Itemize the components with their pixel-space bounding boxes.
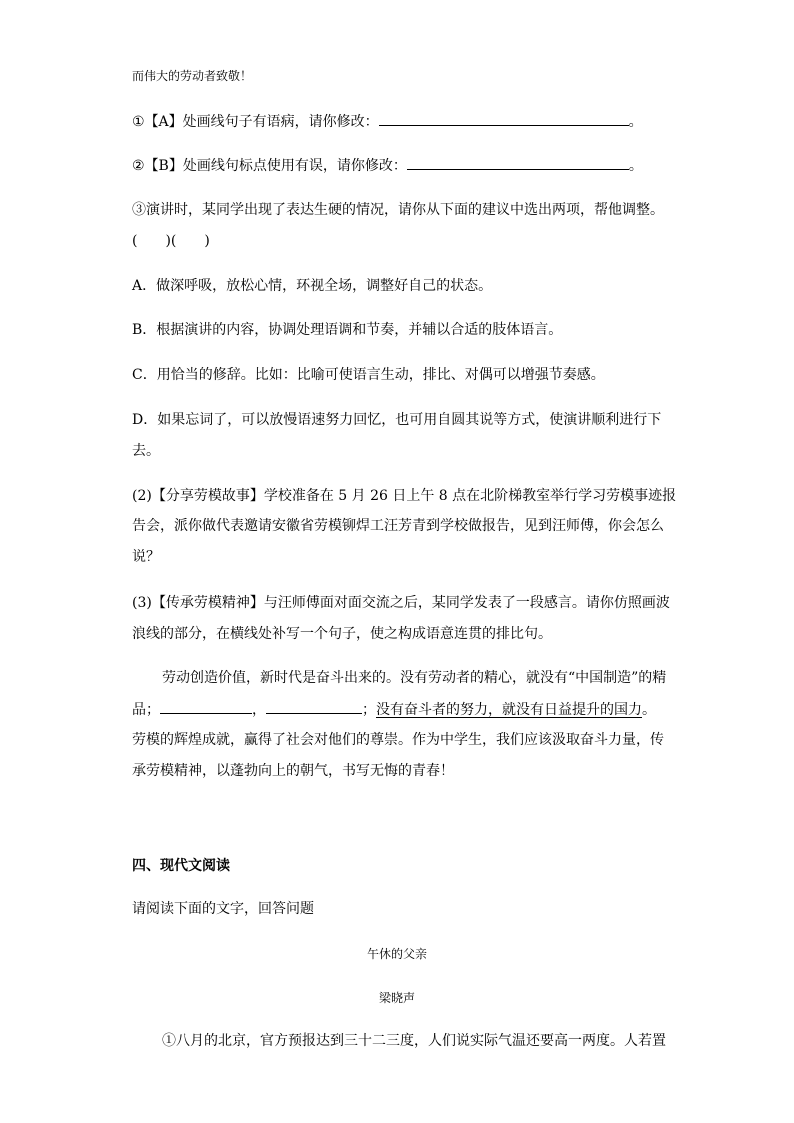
fill-blank-1[interactable] (160, 699, 252, 714)
question-1: ①【A】处画线句子有语病，请你修改： 。 (132, 111, 643, 132)
option-b: B．根据演讲的内容，协调处理语调和节奏，并辅以合适的肢体语言。 (132, 322, 563, 338)
passage-line: 承劳模精神，以蓬勃向上的朝气，书写无悔的青春！ (132, 763, 454, 779)
reading-instruction: 请阅读下面的文字，回答问题 (132, 901, 314, 917)
question-2-label: ②【B】处画线句标点使用有误，请你修改： (132, 158, 407, 174)
question-3: ③演讲时，某同学出现了表达生硬的情况，请你从下面的建议中选出两项，帮他调整。 (132, 202, 664, 218)
question-part-2-cont: 说？ (132, 549, 160, 565)
passage-fill-line: 品； ， ；没有奋斗者的努力，就没有日益提升的国力。 (132, 699, 656, 720)
question-part-2: (2)【分享劳模故事】学校准备在 5 月 26 日上午 8 点在北阶梯教室举行学习劳模事迹报 (132, 488, 677, 504)
passage-line: 劳动创造价值，新时代是奋斗出来的。没有劳动者的精心，就没有“中国制造”的精 (162, 670, 667, 686)
question-part-3: (3)【传承劳模精神】与汪师傅面对面交流之后，某同学发表了一段感言。请你仿照画波 (132, 595, 670, 611)
article-author: 梁晓声 (378, 991, 415, 1005)
answer-blank[interactable] (407, 155, 629, 170)
answer-parentheses: ( )( ) (132, 233, 210, 249)
question-2: ②【B】处画线句标点使用有误，请你修改： 。 (132, 155, 643, 176)
wavy-underlined-sentence: 没有奋斗者的努力，就没有日益提升的国力 (376, 702, 642, 718)
option-c: C．用恰当的修辞。比如：比喻可使语言生动，排比、对偶可以增强节奏感。 (132, 367, 605, 383)
text-line: 而伟大的劳动者致敬！ (132, 69, 253, 83)
option-a: A．做深呼吸，放松心情，环视全场，调整好自己的状态。 (132, 278, 493, 294)
passage-line: 劳模的辉煌成就，赢得了社会对他们的尊崇。作为中学生，我们应该汲取奋斗力量，传 (132, 732, 664, 748)
question-part-2-cont: 告会，派你做代表邀请安徽省劳模铆焊工汪芳青到学校做报告，见到汪师傅，你会怎么 (132, 518, 664, 534)
question-part-3-cont: 浪线的部分，在横线处补写一个句子，使之构成语意连贯的排比句。 (132, 626, 552, 642)
article-title: 午休的父亲 (366, 947, 427, 961)
answer-blank[interactable] (379, 111, 629, 126)
option-d: D．如果忘词了，可以放慢语速努力回忆，也可用自圆其说等方式，使演讲顺利进行下 (132, 412, 662, 428)
option-d-cont: 去。 (132, 443, 160, 459)
fill-blank-2[interactable] (266, 699, 362, 714)
section-heading: 四、现代文阅读 (132, 858, 230, 874)
question-1-label: ①【A】处画线句子有语病，请你修改： (132, 114, 379, 130)
article-paragraph: ①八月的北京，官方预报达到三十二三度，人们说实际气温还要高一两度。人若置 (162, 1033, 666, 1049)
